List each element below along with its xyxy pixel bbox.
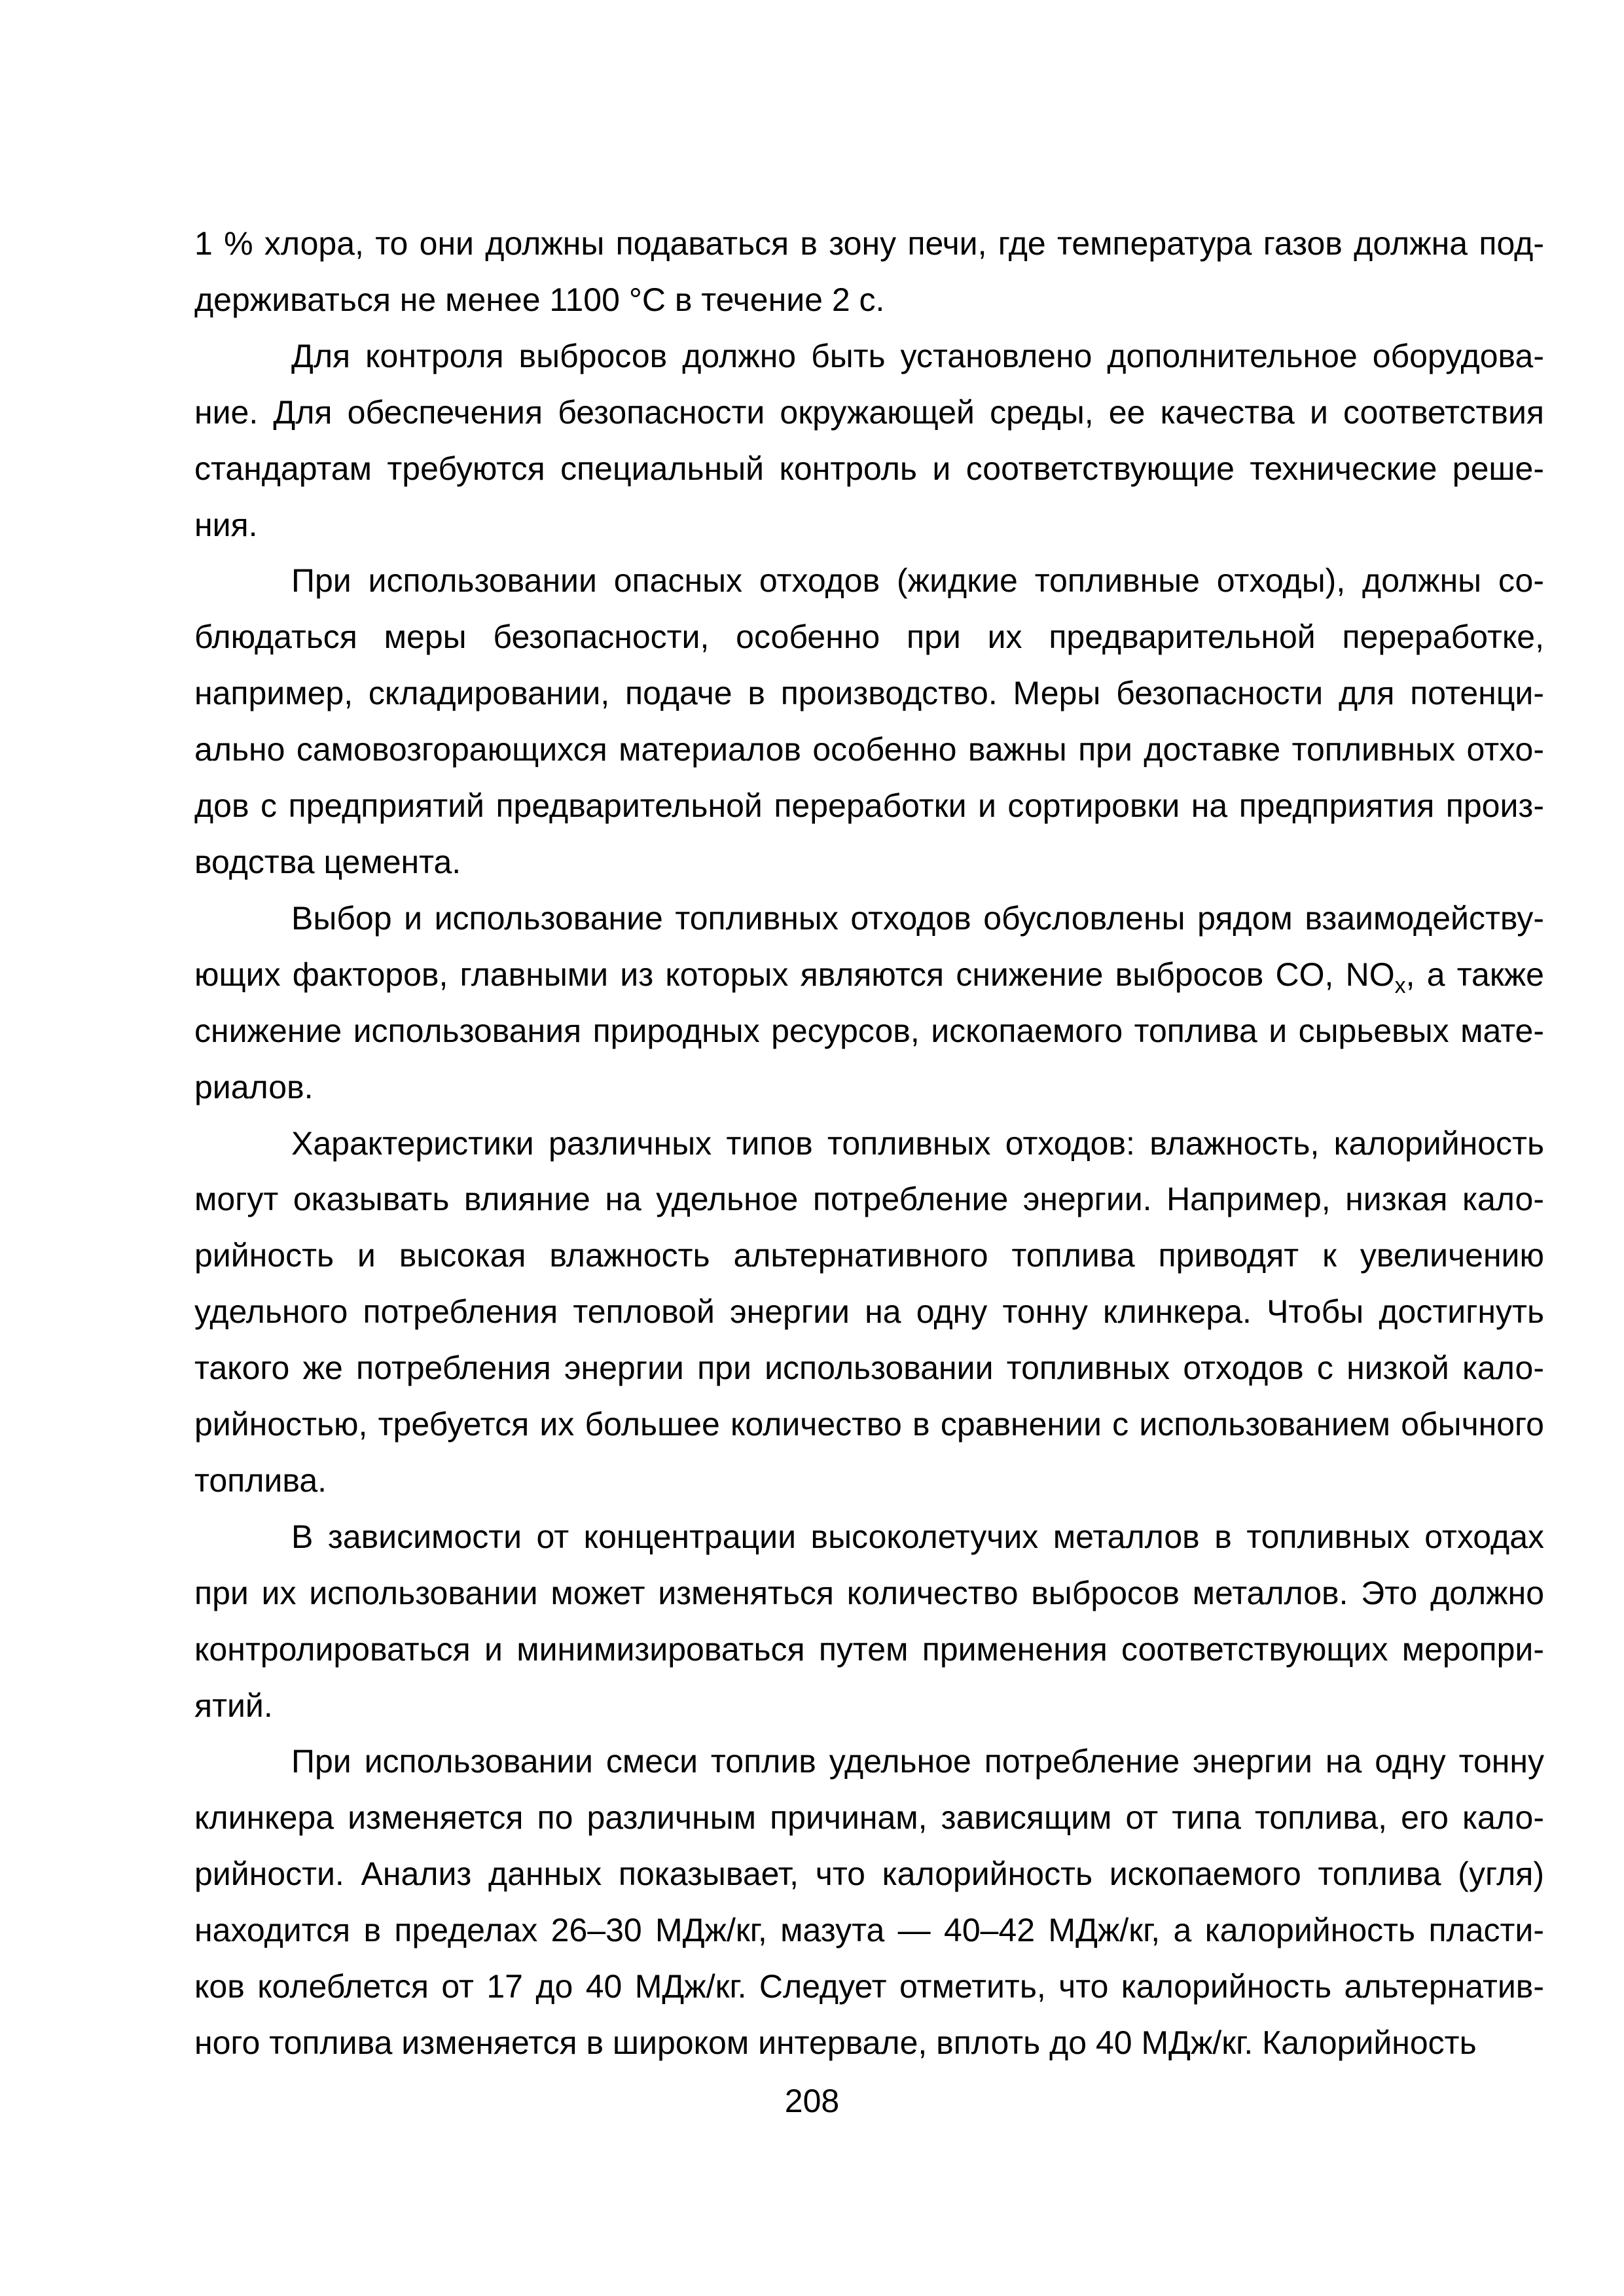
- paragraph-4-text-after: , а также снижение использования природных ресурсов, ископаемого топлива и сырьевых мате-риалов.: [194, 956, 1544, 1105]
- paragraph-7: При использовании смеси топлив удельное потребление энергии на одну тонну клинкера изменяется по различным причинам, зависящим от типа топлива, его кало-рийности. Анализ данных показывает, что калорийность ископаемого топлива (угля) находится в пределах 26–30 МДж/кг, мазута — 40–42 МДж/кг, а калорийность пласти-ков колеблется от 17 до 40 МДж/кг. Следует отметить, что калорийность альтернатив-ного топлива изменяется в широком интервале, вплоть до 40 МДж/кг. Калорийность: [194, 1743, 1544, 2061]
- paragraph-2: Для контроля выбросов должно быть установлено дополнительное оборудова-ние. Для обеспечения безопасности окружающей среды, ее качества и соответствия стандартам требуются специальный контроль и соответствующие технические реше-ния.: [194, 337, 1544, 543]
- paragraph-4-text-before: Выбор и использование топливных отходов обусловлены рядом взаимодейству-ющих факторов, главными из которых являются снижение выбросов CO, NO: [194, 899, 1544, 993]
- paragraph-1: 1 % хлора, то они должны подаваться в зону печи, где температура газов должна под-держиваться не менее 1100 °C в течение 2 с.: [194, 225, 1544, 318]
- document-body: [194, 216, 1544, 2072]
- page-number: 208: [784, 2083, 840, 2119]
- paragraph-6: В зависимости от концентрации высоколетучих металлов в топливных отходах при их использовании может изменяться количество выбросов металлов. Это должно контролироваться и минимизироваться путем применения соответствующих меропри-ятий.: [194, 1518, 1544, 1724]
- paragraph-5: Характеристики различных типов топливных отходов: влажность, калорийность могут оказывать влияние на удельное потребление энергии. Например, низкая кало-рийность и высокая влажность альтернативного топлива приводят к увеличению удельного потребления тепловой энергии на одну тонну клинкера. Чтобы достигнуть такого же потребления энергии при использовании топливных отходов с низкой кало-рийностью, требуется их большее количество в сравнении с использованием обычного топлива.: [194, 1124, 1544, 1499]
- paragraph-4: [194, 891, 1544, 1116]
- paragraph-3: При использовании опасных отходов (жидкие топливные отходы), должны со-блюдаться меры безопасности, особенно при их предварительной переработке, например, складировании, подаче в производство. Меры безопасности для потенци-ально самовозгорающихся материалов особенно важны при доставке топливных отхо-дов с предприятий предварительной переработки и сортировки на предприятия произ-водства цемента.: [194, 562, 1544, 880]
- nox-subscript: x: [1394, 973, 1406, 998]
